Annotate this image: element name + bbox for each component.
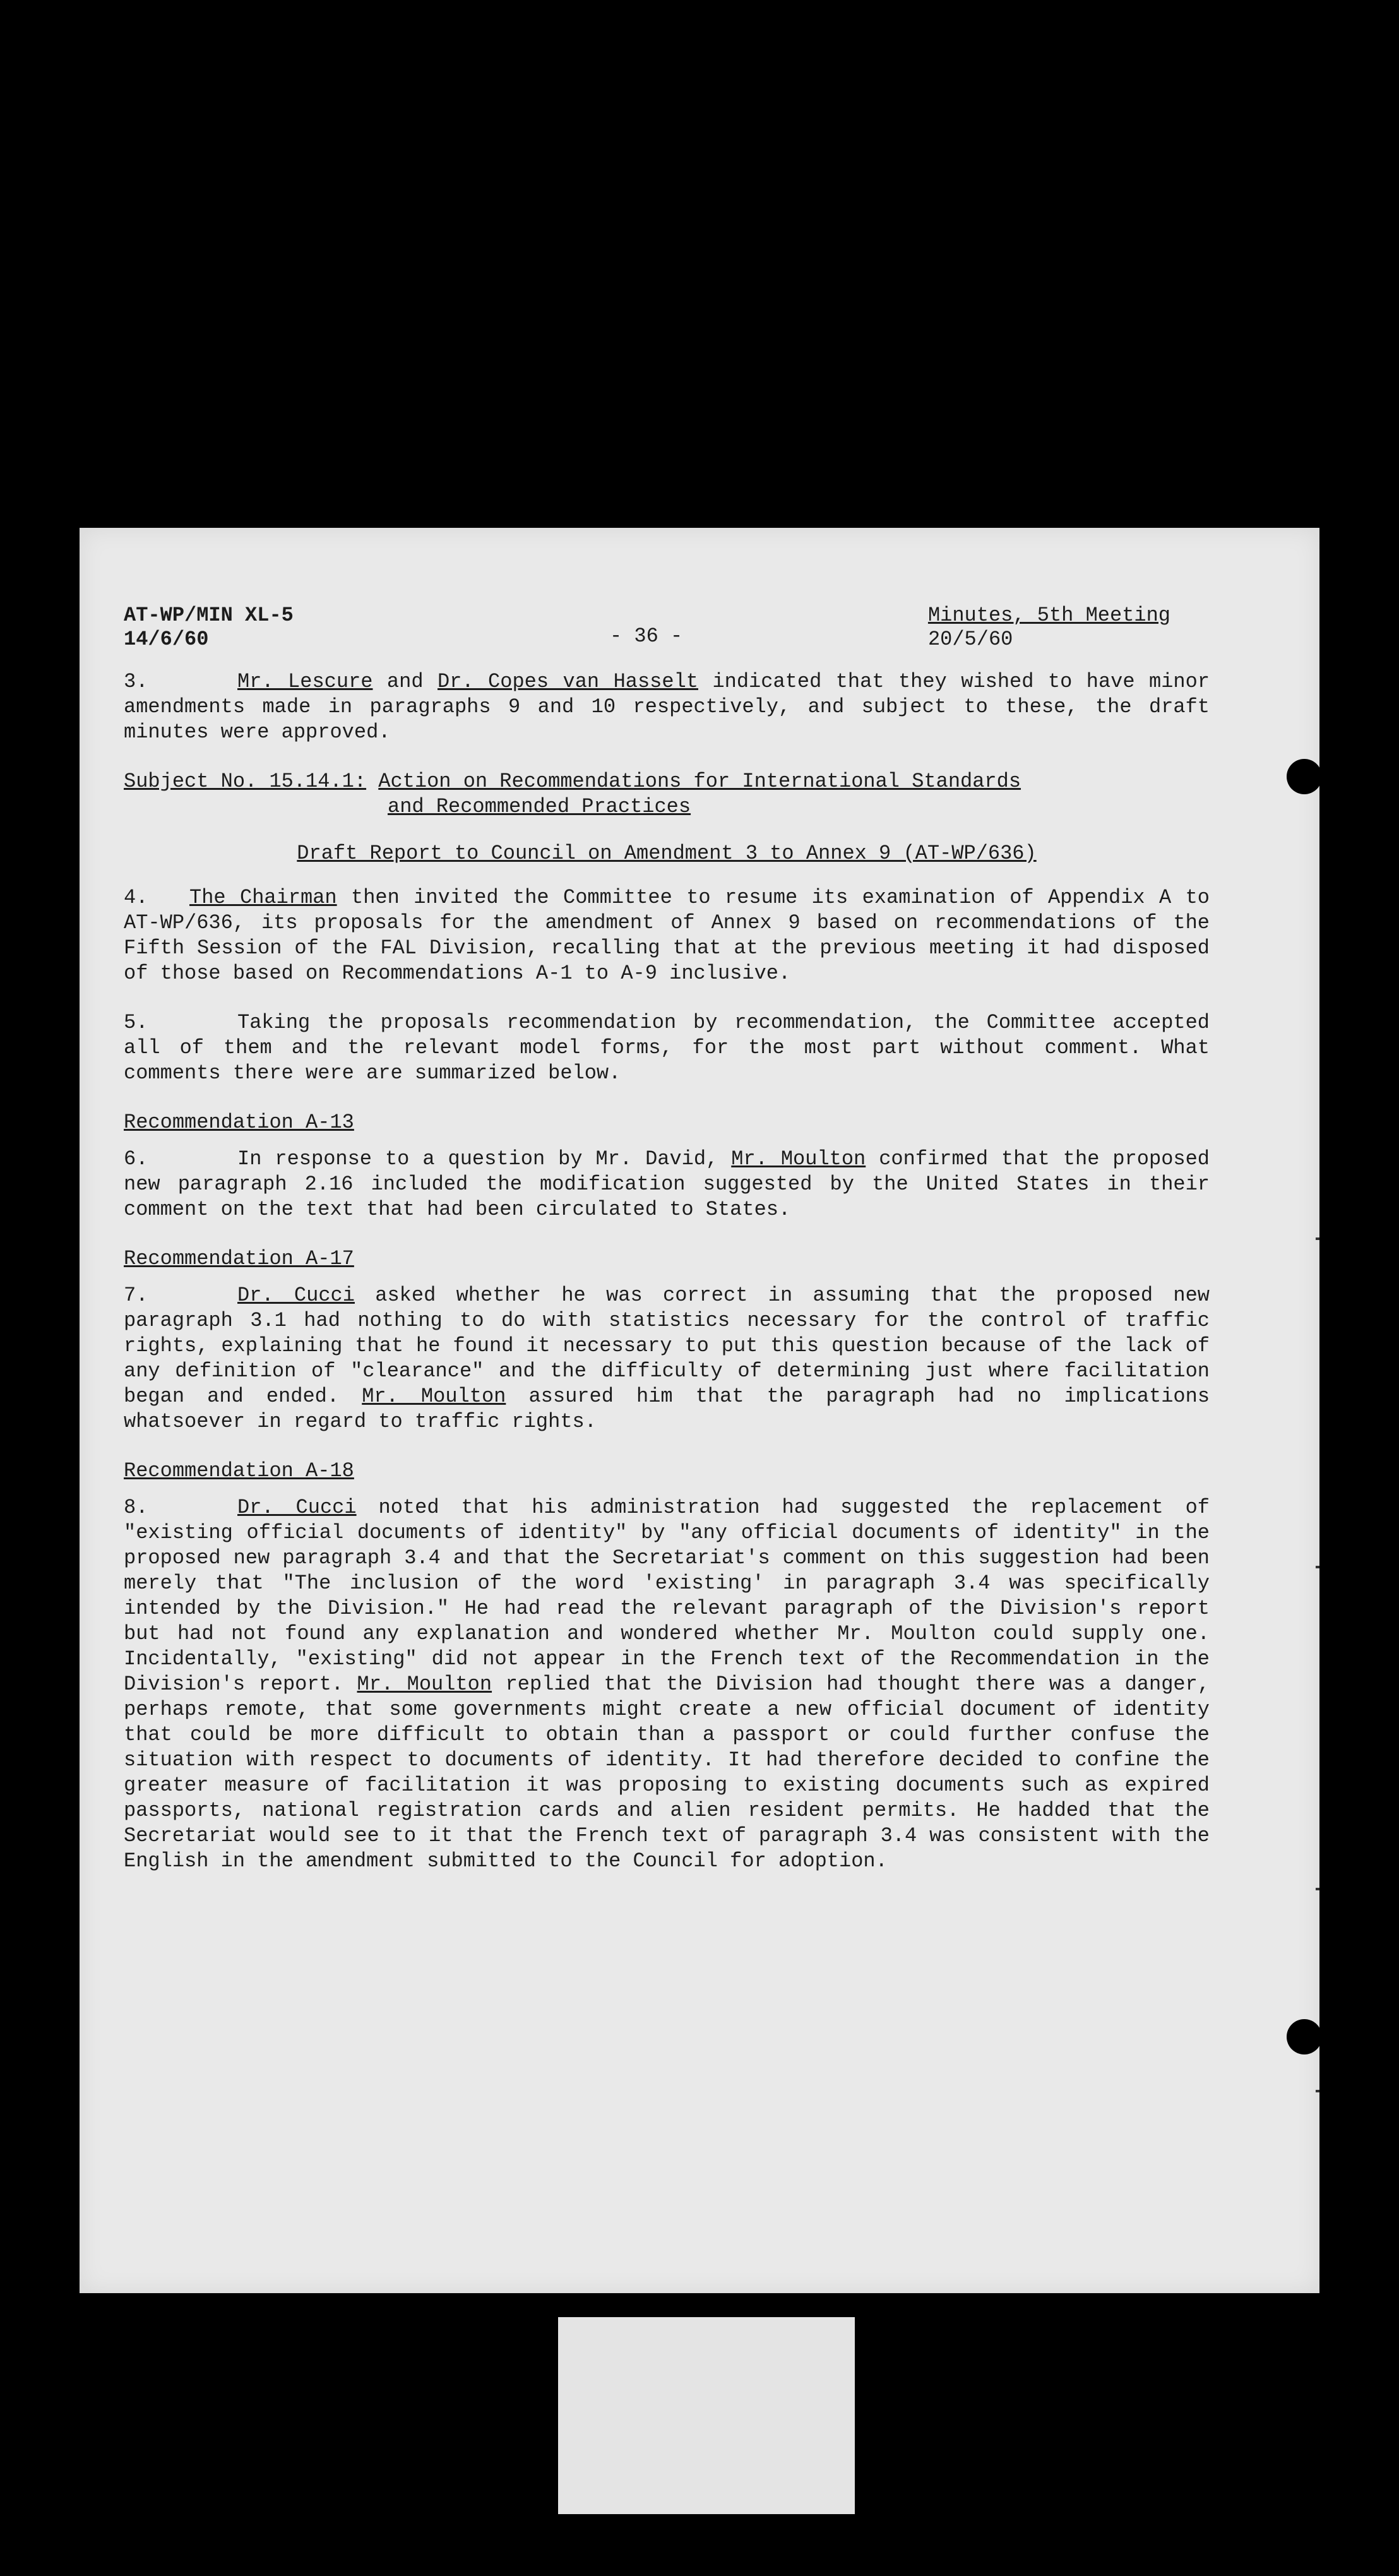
speaker-name: Mr. Moulton [731,1147,866,1171]
paragraph-number: 5. [124,1011,148,1034]
speaker-name: Dr. Cucci [237,1496,357,1519]
speaker-name: Mr. Lescure [237,670,373,693]
subject-title-line2: and Recommended Practices [388,795,691,818]
document-text [124,593,1210,1898]
speaker-name: The Chairman [189,886,337,909]
speaker-name: Dr. Copes van Hasselt [438,670,698,693]
paragraph-number: 6. [124,1147,148,1171]
edge-mark [1316,2090,1319,2092]
meeting-title: Minutes, 5th Meeting [927,604,1170,627]
paragraph-3 [124,669,1210,745]
meeting-date: 20/5/60 [927,628,1013,651]
recommendation-heading-a13: Recommendation A-13 [124,1111,354,1134]
paragraph-number: 7. [124,1284,148,1307]
paragraph-5 [124,1010,1210,1086]
recommendation-heading-a18: Recommendation A-18 [124,1459,354,1482]
paragraph-text: asked whether he was correct in assuming that the proposed new paragraph 3.1 had nothing to do with statistics necessary for the control of traffic rights, explaining that he found it necessary to put this question because of the lack of any definition of "clearance" and the difficulty of determining just where facilitation began and ended. [124,1284,1210,1408]
paragraph-text: confirmed that the proposed new paragraph 2.16 included the modification suggested by the United States in their comment on the text that had been circulated to States. [124,1147,1210,1221]
draft-report-heading: Draft Report to Council on Amendment 3 to Annex 9 (AT-WP/636) [297,842,1037,865]
edge-mark [1316,1888,1319,1890]
paragraph-text: noted that his administration had suggested the replacement of "existing official documents of identity" by "any official documents of identity" in the proposed new paragraph 3.4 and that the Secretariat's comment on this suggestion had been merely that "The inclusion of the word 'existing' in paragraph 3.4 was specifically intended by the Division." He had read the relevant paragraph of the Division's report but had not found any explanation and wondered whether Mr. Moulton could supply one. Incidentally, "existing" did not appear in the French text of the Recommendation in the Division's report. [124,1496,1210,1696]
meeting-info [928,604,1170,652]
paragraph-8 [124,1495,1210,1874]
subject-heading [124,769,1210,820]
punch-hole [1287,2019,1322,2054]
paragraph-text: Taking the proposals recommendation by recommendation, the Committee accepted all of them and the relevant model forms, for the most part without comment. What comments there were are summarized below. [124,1011,1210,1085]
paragraph-7 [124,1283,1210,1434]
blank-label-card [558,2317,855,2514]
speaker-name: Dr. Cucci [237,1284,355,1307]
paragraph-number: 4. [124,886,148,909]
punch-hole [1287,759,1322,794]
paragraph-number: 3. [124,670,148,693]
reference-date: 14/6/60 [124,628,209,651]
document-reference [124,604,294,652]
paragraph-6 [124,1147,1210,1222]
recommendation-heading-a17: Recommendation A-17 [124,1247,354,1270]
edge-mark [1316,1237,1319,1240]
speaker-name: Mr. Moulton [362,1385,506,1408]
edge-mark [1316,1566,1319,1568]
reference-code: AT-WP/MIN XL-5 [124,604,294,627]
subject-title-line1: Action on Recommendations for International Standards [378,770,1021,793]
subject-label: Subject No. 15.14.1: [124,770,367,793]
speaker-name: Mr. Moulton [357,1673,492,1696]
paragraph-text: assured him that the paragraph had no implications whatsoever in regard to traffic rights. [124,1385,1210,1433]
paragraph-text: replied that the Division had thought there was a danger, perhaps remote, that some governments might create a new official document of identity that could be more difficult to obtain than a passport or could further confuse the situation with respect to documents of identity. It had therefore decided to confine the greater measure of facilitation it was proposing to existing documents such as expired passports, national registration cards and alien resident permits. He hadded that the Secretariat would see to it that the French text of paragraph 3.4 was consistent with the English in the amendment submitted to the Council for adoption. [124,1673,1210,1873]
page-number: - 36 - [610,624,683,648]
conjunction-text: and [372,670,438,693]
paragraph-number: 8. [124,1496,148,1519]
page-header [124,593,1210,669]
paragraph-text: In response to a question by Mr. David, [237,1147,732,1171]
paragraph-4 [124,885,1210,986]
paragraph-text: indicated that they wished to have minor amendments made in paragraphs 9 and 10 respectively, and subject to these, the draft minutes were approved. [124,670,1210,744]
paragraph-text: then invited the Committee to resume its examination of Appendix A to AT-WP/636, its proposals for the amendment of Annex 9 based on recommendations of the Fifth Session of the FAL Division, recalling that at the previous meeting it had disposed of those based on Recommendations A-1 to A-9 inclusive. [124,886,1210,985]
